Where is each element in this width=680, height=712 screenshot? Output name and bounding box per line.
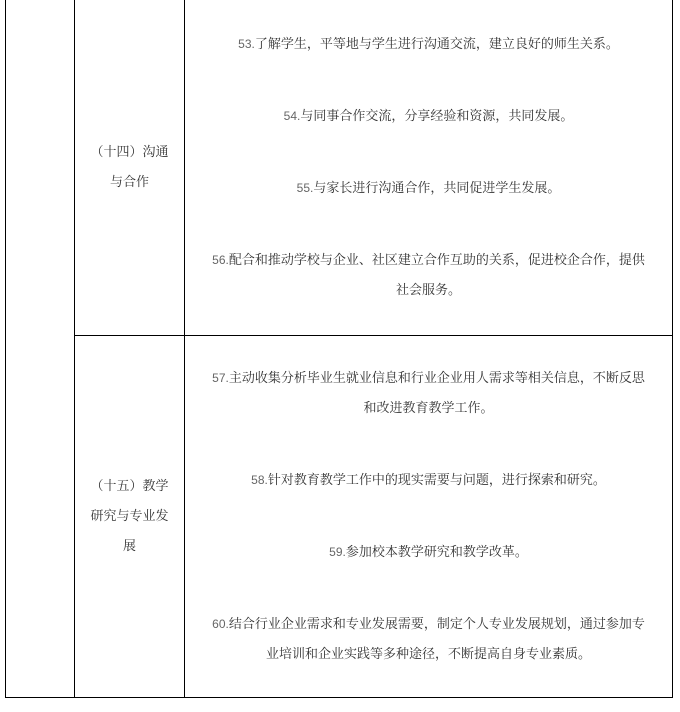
item-text: 社会服务。 [395, 283, 461, 298]
domain-cell [6, 0, 75, 698]
spacer [185, 496, 672, 537]
item-number: 57. [212, 371, 229, 385]
item-text: 针对教育教学工作中的现实需要与问题，进行探索和研究。 [267, 473, 606, 488]
spacer [185, 424, 672, 465]
item-text: 与同事合作交流，分享经验和资源，共同发展。 [300, 109, 574, 124]
category-cell [75, 0, 185, 336]
item-text: 结合行业企业需求和专业发展需要，制定个人专业发展规划，通过参加专 [228, 617, 645, 632]
item-text: 和改进教育教学工作。 [363, 401, 494, 416]
item-text: 业培训和企业实践等多种途径，不断提高自身专业素质。 [265, 647, 591, 662]
list-item [185, 609, 672, 670]
item-number: 56. [212, 253, 229, 267]
spacer [185, 132, 672, 173]
list-item [185, 363, 672, 424]
item-number: 59. [329, 545, 346, 559]
spacer [185, 204, 672, 245]
spacer [185, 60, 672, 101]
category-line: （十五）教学 [90, 478, 169, 494]
category-cell [75, 336, 185, 698]
list-item [185, 537, 672, 568]
list-item [185, 465, 672, 496]
standards-table [5, 0, 673, 698]
list-item [185, 101, 672, 132]
category-line: 与合作 [109, 174, 149, 190]
item-text: 了解学生，平等地与学生进行沟通交流，建立良好的师生关系。 [254, 37, 619, 52]
list-item [185, 245, 672, 306]
item-number: 60. [212, 617, 229, 631]
category-line: 展 [122, 538, 136, 554]
spacer [185, 568, 672, 609]
category-line: 研究与专业发 [90, 508, 169, 524]
table-row [6, 0, 673, 336]
item-text: 配合和推动学校与企业、社区建立合作互助的关系，促进校企合作，提供 [228, 253, 645, 268]
list-item [185, 29, 672, 60]
item-number: 55. [296, 181, 314, 195]
item-number: 58. [251, 473, 268, 487]
items-cell [185, 0, 673, 336]
item-text: 与家长进行沟通合作，共同促进学生发展。 [313, 181, 561, 196]
table-row [6, 336, 673, 698]
item-text: 参加校本教学研究和教学改革。 [345, 545, 528, 560]
item-number: 54. [283, 109, 301, 123]
items-cell [185, 336, 673, 698]
item-text: 主动收集分析毕业生就业信息和行业企业用人需求等相关信息，不断反思 [228, 371, 645, 386]
item-number: 53. [238, 37, 255, 51]
category-line: （十四）沟通 [90, 144, 169, 160]
list-item [185, 173, 672, 204]
